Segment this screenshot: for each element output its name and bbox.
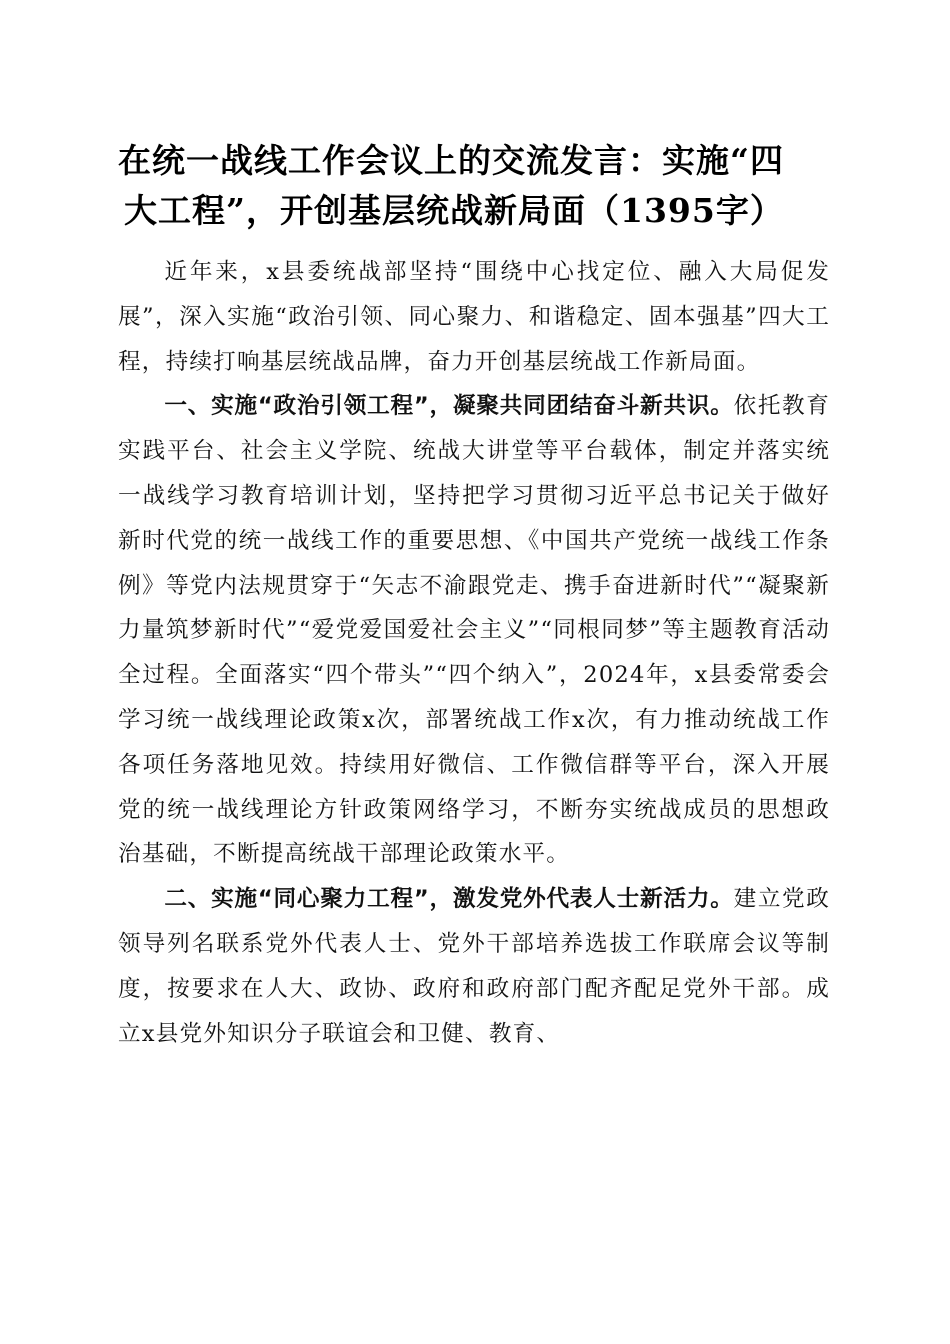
intro-paragraph: 近年来，x县委统战部坚持“围绕中心找定位、融入大局促发展”，深入实施“政治引领、同心聚力、和谐稳定、固本强基”四大工程，持续打响基层统战品牌，奋力开创基层统战工作新局面。 <box>118 259 830 375</box>
section-2-heading: 二、实施“同心聚力工程”，激发党外代表人士新活力。 <box>164 886 734 913</box>
section-2-paragraph <box>118 877 830 1056</box>
section-2-text: 建立党政领导列名联系党外代表人士、党外干部培养选拔工作联席会议等制度，按要求在人大、政协、政府和政府部门配齐配足党外干部。成立x县党外知识分子联谊会和卫健、教育、 <box>118 886 830 1047</box>
title-line-2: 大工程”，开创基层统战新局面（1395字） <box>124 191 784 230</box>
section-1-heading: 一、实施“政治引领工程”，凝聚共同团结奋斗新共识。 <box>164 393 734 420</box>
title-line-1: 在统一战线工作会议上的交流发言：实施“四 <box>118 141 784 180</box>
document-title <box>118 136 833 236</box>
section-1-paragraph <box>118 384 830 877</box>
section-1-text: 依托教育实践平台、社会主义学院、统战大讲堂等平台载体，制定并落实统一战线学习教育培训计划，坚持把学习贯彻习近平总书记关于做好新时代党的统一战线工作的重要思想、《中国共产党统一战线工作条例》等党内法规贯穿于“矢志不渝跟党走、携手奋进新时代”“凝聚新力量筑梦新时代”“爱党爱国爱社会主义”“同根同梦”等主题教育活动全过程。全面落实“四个带头”“四个纳入”，2024年，x县委常委会学习统一战线理论政策x次，部署统战工作x次，有力推动统战工作各项任务落地见效。持续用好微信、工作微信群等平台，深入开展党的统一战线理论方针政策网络学习，不断夯实统战成员的思想政治基础，不断提高统战干部理论政策水平。 <box>118 393 830 868</box>
document-body <box>118 250 830 1056</box>
